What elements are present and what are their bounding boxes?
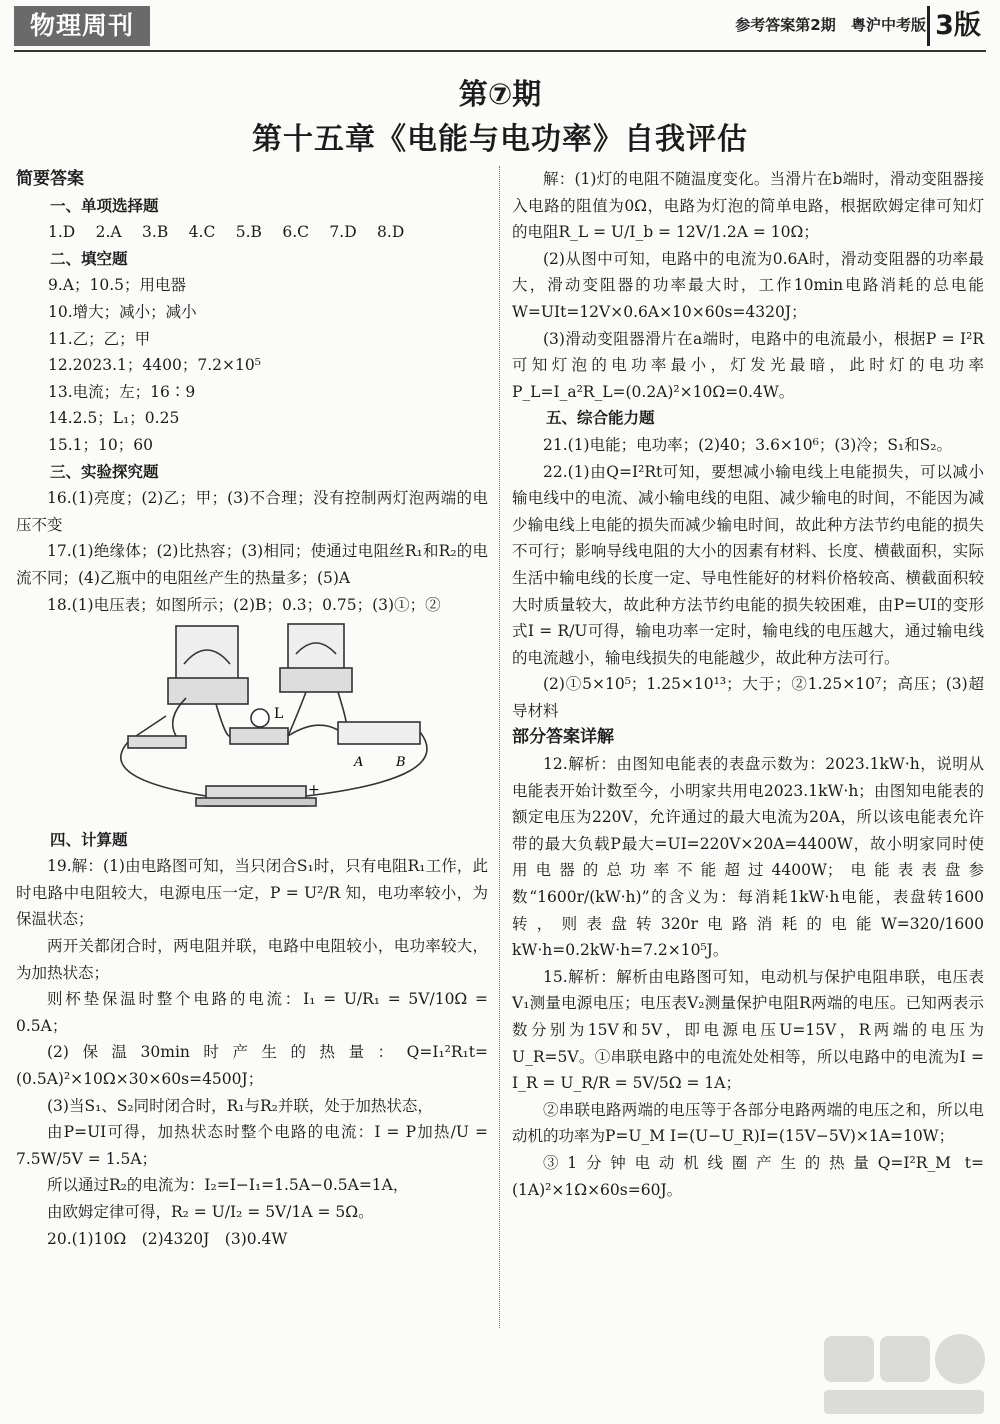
answer-line: (2)保温30min时产生的热量：Q=I₁²R₁t=(0.5A)²×10Ω×30×60s=4500J； — [16, 1043, 488, 1089]
answer-line: 11.乙；乙；甲 — [48, 329, 151, 348]
section-heading: 二、填空题 — [50, 249, 128, 268]
newspaper-brand: 物理周刊 — [14, 6, 150, 46]
answer-line: 15.解析：解析由电路图可知，电动机与保护电阻串联，电压表V₁测量电源电压；电压表V₂测量保护电阻R两端的电压。已知两表示数分别为15V和5V，即电源电压U=15V，R两端的电压为U_R=5V。①串联电路中的电流处处相等，所以电路中的电流为I = I_R = U_R/R = 5V/5Ω = 1A； — [512, 967, 984, 1093]
answer-line: ③1分钟电动机线圈产生的热量Q=I²R_M t=(1A)²×1Ω×60s=60J。 — [512, 1153, 984, 1199]
answer-line: 15.1；10；60 — [48, 435, 153, 454]
slider-b-label: B — [396, 755, 406, 771]
header-info — [725, 14, 926, 35]
answer-line: 则杯垫保温时整个电路的电流：I₁ = U/R₁ = 5V/10Ω = 0.5A； — [16, 990, 488, 1035]
battery-plus-label: + — [308, 782, 320, 799]
answer-line: (3)滑动变阻器滑片在a端时，电路中的电流最小，根据P = I²R可知灯泡的电功率最小，灯发光最暗，此时灯的电功率P_L=I_a²R_L=(0.2A)²×10Ω=0.4W。 — [512, 329, 984, 401]
answer-line: ②串联电路两端的电压等于各部分电路两端的电压之和，所以电动机的功率为P=U_M I=(U−U_R)I=(15V−5V)×1A=10W； — [512, 1100, 984, 1146]
brief-answers-heading: 简要答案 — [16, 169, 84, 189]
section-heading: 五、综合能力题 — [546, 409, 655, 428]
detail-heading: 部分答案详解 — [512, 727, 614, 748]
edition-name: 粤沪中考版 — [850, 16, 926, 34]
chapter-title: 第十五章《电能与电功率》自我评估 — [252, 122, 748, 157]
section-heading: 一、单项选择题 — [50, 196, 159, 215]
section-heading: 三、实验探究题 — [50, 462, 159, 481]
answer-line: 17.(1)绝缘体；(2)比热容；(3)相同；使通过电阻丝R₁和R₂的电流不同；(4)乙瓶中的电阻丝产生的热量多；(5)A — [16, 542, 488, 587]
answer-line: 14.2.5；L₁；0.25 — [48, 409, 180, 428]
watermark-logo — [820, 1330, 990, 1420]
answer-line: (2)从图中可知，电路中的电流为0.6A时，滑动变阻器的功率最大，滑动变阻器的功率最大时，工作10min电路消耗的总电能W=UIt=12V×0.6A×10×60s=4320J； — [512, 249, 984, 321]
answer-line: 解：(1)灯的电阻不随温度变化。当滑片在b端时，滑动变阻器接入电路的阻值为0Ω，电路为灯泡的简单电路，根据欧姆定律可知灯的电阻R_L = U/I_b = 12V/1.2A = 10Ω； — [512, 170, 984, 242]
right-column — [512, 166, 984, 1203]
answer-line: 22.(1)由Q=I²Rt可知，要想减小输电线上电能损失，可以减小输电线中的电流、减小输电线的电阻、减少输电的时间，不能因为减少输电线上电能的损失而减少输电时间，故此种方法节约电能的损失不可行；影响导线电阻的大小的因素有材料、长度、横截面积，实际生活中输电线的长度一定、导电性能好的材料价格较高、横截面积较大时质量较大，故此种方法节约电能的损失较困难，由P=UI的变形式I = R/U可得，输电功率一定时，输电线的电压越大，通过输电线的电流越小，输电线损失的电能越少，故此种方法可行。 — [512, 462, 984, 667]
answer-issue: 参考答案第2期 — [735, 16, 836, 34]
right-answers-bottom — [512, 751, 984, 1203]
header-rule — [14, 50, 986, 52]
issue-title: 第⑦期 — [458, 77, 542, 111]
page-header — [0, 0, 1000, 58]
answer-line: 20.(1)10Ω (2)4320J (3)0.4W — [47, 1229, 288, 1248]
left-answers-bottom — [16, 827, 488, 1253]
answer-line: 12.解析：由图知电能表的表盘示数为：2023.1kW·h，说明从电能表开始计数至今，小明家共用电2023.1kW·h；由图知电能表的额定电压为220V，允许通过的最大电流为20A，所以该电能表允许带的最大负载P最大=UI=220V×20A=4400W，故小明家同时使用电器的总功率不能超过4400W；电能表表盘参数“1600r/(kW·h)”的含义为：每消耗1kW·h电能，表盘转1600转，则表盘转320r电路消耗的电能W=320/1600 kW·h=0.2kW·h=7.2×10⁵J。 — [512, 755, 984, 960]
lamp-label: L — [274, 706, 284, 723]
answer-line: 16.(1)亮度；(2)乙；甲；(3)不合理；没有控制两灯泡两端的电压不变 — [16, 489, 488, 534]
answer-line: (3)当S₁、S₂同时闭合时，R₁与R₂并联，处于加热状态， — [47, 1096, 433, 1115]
answer-line: 9.A；10.5；用电器 — [48, 276, 186, 295]
answer-line: 所以通过R₂的电流为：I₂=I−I₁=1.5A−0.5A=1A， — [47, 1176, 409, 1195]
answer-line: (2)①5×10⁵；1.25×10¹³；大于；②1.25×10⁷；高压；(3)超导材料 — [512, 675, 984, 720]
left-answers-top — [16, 193, 488, 619]
left-column — [16, 166, 488, 1252]
circuit-figure — [16, 618, 488, 818]
answer-line: 13.电流；左；16∶9 — [48, 382, 196, 401]
answer-line: 1.D 2.A 3.B 4.C 5.B 6.C 7.D 8.D — [48, 223, 405, 242]
answer-line: 由欧姆定律可得，R₂ = U/I₂ = 5V/1A = 5Ω。 — [47, 1203, 374, 1221]
section-heading: 四、计算题 — [50, 830, 128, 849]
answer-line: 21.(1)电能；电功率；(2)40；3.6×10⁶；(3)冷；S₁和S₂。 — [543, 435, 952, 454]
page-number: 3版 — [927, 6, 986, 46]
right-answers-top — [512, 166, 984, 724]
column-divider — [499, 166, 500, 1328]
answer-line: 10.增大；减小；减小 — [48, 302, 197, 321]
answer-line: 18.(1)电压表；如图所示；(2)B；0.3；0.75；(3)①；② — [47, 595, 441, 614]
answer-line: 两开关都闭合时，两电阻并联，电路中电阻较小，电功率较大，为加热状态； — [16, 937, 488, 982]
slider-a-label: A — [354, 755, 364, 771]
answer-line: 由P=UI可得，加热状态时整个电路的电流：I = P加热/U = 7.5W/5V = 1.5A； — [16, 1123, 488, 1168]
answer-line: 19.解：(1)由电路图可知，当只闭合S₁时，只有电阻R₁工作，此时电路中电阻较大，电源电压一定，P = U²/R 知，电功率较小，为保温状态； — [16, 857, 488, 929]
answer-line: 12.2023.1；4400；7.2×10⁵ — [48, 356, 261, 375]
